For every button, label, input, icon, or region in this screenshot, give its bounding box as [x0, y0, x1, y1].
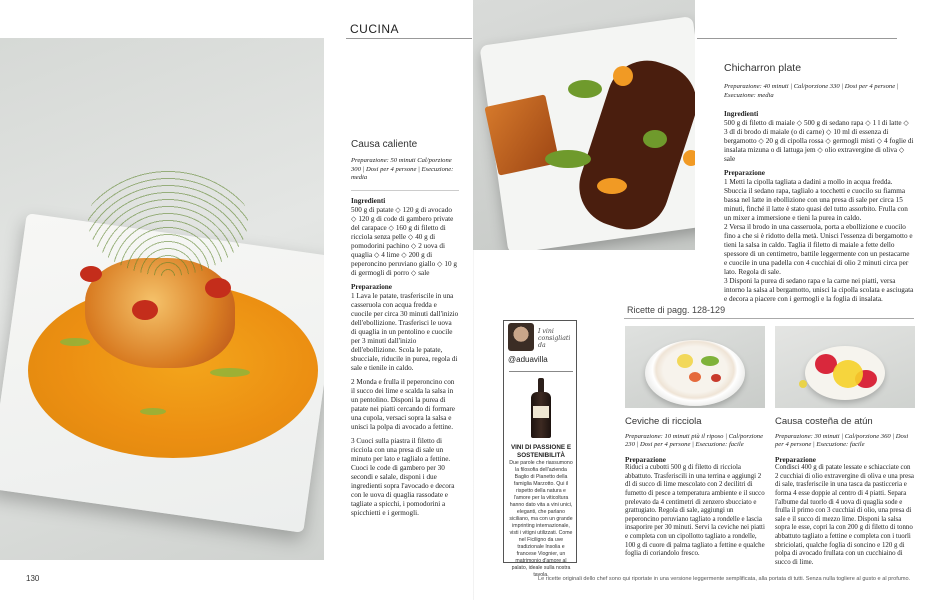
ingredients-heading: Ingredienti — [724, 110, 759, 118]
garnish — [613, 66, 633, 86]
avatar — [508, 323, 534, 351]
causa-caliente-recipe — [351, 140, 459, 523]
wine-content — [509, 371, 573, 578]
garnish — [799, 380, 807, 388]
recipe-meta: Preparazione: 40 minuti | Cal/porzione 330 | Dosi per 4 persone | Esecuzione: media — [724, 83, 899, 99]
social-handle: @aduavilla — [508, 355, 548, 364]
herb-oil — [210, 368, 250, 377]
garnish — [677, 354, 693, 368]
preparation-text: Riduci a cubotti 500 g di filetto di ricciola abbattuto. Trasferiscili in una terrina e aggiungi 2 dl di succo di lime mescolato con 2 decilitri di fumetto di pesce a temperatura ambiente e il succo prelevato da 4 centimetri di zenzero sbucciato e grattugiato. Regola di sale, aggiungi un peperoncino peruviano tagliato a rondelle e lascia insaporire per 30 minuti. Servi la ceviche nei piatti e completa con un cipollotto tagliato a rondelle, 100 g di cuore di palma tagliato a fettine e qualche foglia di coriandolo fresco. — [625, 464, 765, 558]
herb-oil — [140, 408, 166, 415]
leaf — [568, 80, 602, 98]
herb-oil — [60, 338, 90, 346]
tomato — [80, 266, 102, 282]
ingredients-heading: Ingredienti — [351, 196, 386, 205]
garnish — [597, 178, 627, 194]
preparation-heading: Preparazione — [724, 169, 765, 177]
step: 3 Cuoci sulla piastra il filetto di ricciola con una presa di sale un minuto per lato e taglialo a fettine. Cuoci le code di gambero per 30 secondi e salale, disponi i due ingredienti sopra l'avocado e decora con le uova di quaglia rassodate e tagliate a spicchi, i pomodorini a spicchietti e i germogli. — [351, 436, 455, 517]
tomato — [205, 278, 231, 298]
preparation-heading: Preparazione — [351, 282, 392, 291]
preparation-heading: Preparazione — [625, 455, 666, 464]
step: 1 Lava le patate, trasferiscile in una casseruola con acqua fredda e cuocile per circa 30 minuti dall'inizio dell'ebollizione. Trasferisci le uova di quaglia in un pentolino e cuocile per 3 minuti dall'inizio dell'ebollizione. Scola le patate, sbucciale, riducile in purea, regola di sale e tienile in caldo. — [351, 291, 459, 372]
potato — [833, 360, 863, 388]
step: 2 Versa il brodo in una casseruola, porta a ebollizione e cuocilo fino a che si è ridotto della metà. Unisci l'essenza di bergamotto e tieni la salsa in caldo. Taglia il filetto di maiale a fette dello spessore di un centimetro, battile leggermente con un pestacarne e cuocile in una padella con 4 cucchiai di olio 2 minuti circa per lato. Regola di sale. — [724, 223, 913, 276]
recipe-title: Causa caliente — [351, 139, 418, 150]
page-number: 130 — [26, 574, 40, 583]
garnish — [689, 372, 701, 382]
garnish — [701, 356, 719, 366]
recipes-pages-label: Ricette di pagg. 128-129 — [627, 305, 726, 315]
ceviche-recipe — [625, 418, 765, 559]
leaf — [545, 150, 591, 168]
recipe-title: Causa costeña de atún — [775, 416, 873, 427]
section-rule — [624, 318, 914, 319]
recipe-meta: Preparazione: 50 minuti Cal/porzione 300 | Dosi per 4 persone | Esecuzione: media — [351, 157, 459, 191]
step: 2 Monda e frulla il peperoncino con il succo dei lime e scalda la salsa in un pentolino. Disponi la purea di patate nei piatti cercando di formare una cupola, versaci sopra la salsa e unisci la polpa di avocado a fettine. — [351, 377, 455, 431]
preparation-heading: Preparazione — [775, 455, 816, 464]
ingredients-text: 500 g di filetto di maiale ◇ 500 g di sedano rapa ◇ 1 l di latte ◇ 3 dl di brodo di maiale (o di carne) ◇ 10 ml di essenza di bergamotto ◇ 20 g di cipolla rossa ◇ germogli misti ◇ 4 foglie di insalata mizuna o di lattuga jem ◇ olio extravergine di oliva ◇ sale — [724, 119, 914, 163]
preparation-text: Condisci 400 g di patate lessate e schiacciate con 2 cucchiai di olio extravergine di oliva e una presa di sale, trasferiscile in una tasca da pasticceria e forma 4 esse doppie al centro di 4 piatti. Separa l'albume dal tuorlo di 4 uova di quaglia sode e frulla il primo con 3 cucchiai di olio, una presa di sale e il succo di mezzo lime. Disponi la salsa sopra le esse, copri la con 200 g di filetto di tonno abbattuto tagliato a fettine e completa con i tuorli sbriciolati, qualche foglia di soncino e 120 g di polpa di avocado frullata con un cucchiaino di succo di lime. — [775, 464, 914, 566]
wine-bottle-icon — [531, 378, 551, 438]
leaf — [643, 130, 667, 148]
causa-atun-recipe — [775, 418, 915, 567]
causa-caliente-photo — [0, 38, 324, 560]
step: 3 Disponi la purea di sedano rapa e la carne nei piatti, versa intorno la salsa al bergamotto, unisci la cipolla scolata e asciugata e decora a piacere con i germogli e la foglia di insalata. — [724, 277, 914, 303]
ingredients-text: 500 g di patate ◇ 120 g di avocado ◇ 120 g di code di gambero private del carapace ◇ 160 g di filetto di ricciola senza pelle ◇ 40 g di pomodorini pachino ◇ 2 uova di quaglia ◇ 4 lime ◇ 200 g di peperoncino peruviano giallo ◇ 10 g di germogli di porro ◇ sale — [351, 205, 457, 277]
section-label: CUCINA — [350, 22, 400, 36]
wine-title: VINI DI PASSIONE E SOSTENIBILITÀ — [510, 444, 572, 459]
recipe-meta: Preparazione: 10 minuti più il riposo | Cal/porzione 230 | Dosi per 4 persone | Esecuzione: facile — [625, 432, 764, 449]
chicharron-photo — [473, 0, 695, 250]
wine-description: Due parole che riassumono la filosofia dell'azienda Baglio di Pianetto della famiglia Marzotto. Qui il rispetto della natura e l'amore per la viticoltura hanno dato vita a vini unici, eleganti, che parlano siciliano, ma con un grande imprinting internazionale, visti i vitigni utilizzati. Come nel Ficiligno da uve tradizionale Insolia e francese Viognier, un matrimonio d'amore al palato, ideale sulla nostra tavola. — [509, 460, 573, 578]
wine-label: I vini consigliati da — [538, 328, 571, 349]
chicharron-recipe — [724, 64, 914, 304]
garnish — [711, 374, 721, 382]
step: 1 Metti la cipolla tagliata a dadini a mollo in acqua fredda. Sbuccia il sedano rapa, taglialo a tocchetti e cuocilo su fiamma bassa nel latte in ebollizione con una presa di sale per circa 15 minuti, finché il latte è stato quasi del tutto assorbito. Frulla con un mixer a immersione e tieni la purea in caldo. — [724, 178, 908, 222]
ceviche-photo — [625, 326, 765, 408]
header-rule — [346, 38, 472, 39]
footer-note: Le ricette originali dello chef sono qui riportate in una versione leggermente semplificata, alla portata di tutti. Senza nulla togliere al gusto e al profumo. — [538, 576, 911, 582]
header-rule — [697, 38, 897, 39]
wine-recommendation-box — [503, 320, 577, 578]
recipe-meta: Preparazione: 30 minuti | Cal/porzione 360 | Dosi per 4 persone | Esecuzione: facile — [775, 432, 909, 449]
recipe-title: Ceviche di ricciola — [625, 416, 702, 427]
sprouts — [88, 166, 248, 276]
causa-atun-photo — [775, 326, 915, 408]
tomato — [132, 300, 158, 320]
garnish — [683, 150, 695, 166]
recipe-title: Chicharron plate — [724, 62, 802, 74]
